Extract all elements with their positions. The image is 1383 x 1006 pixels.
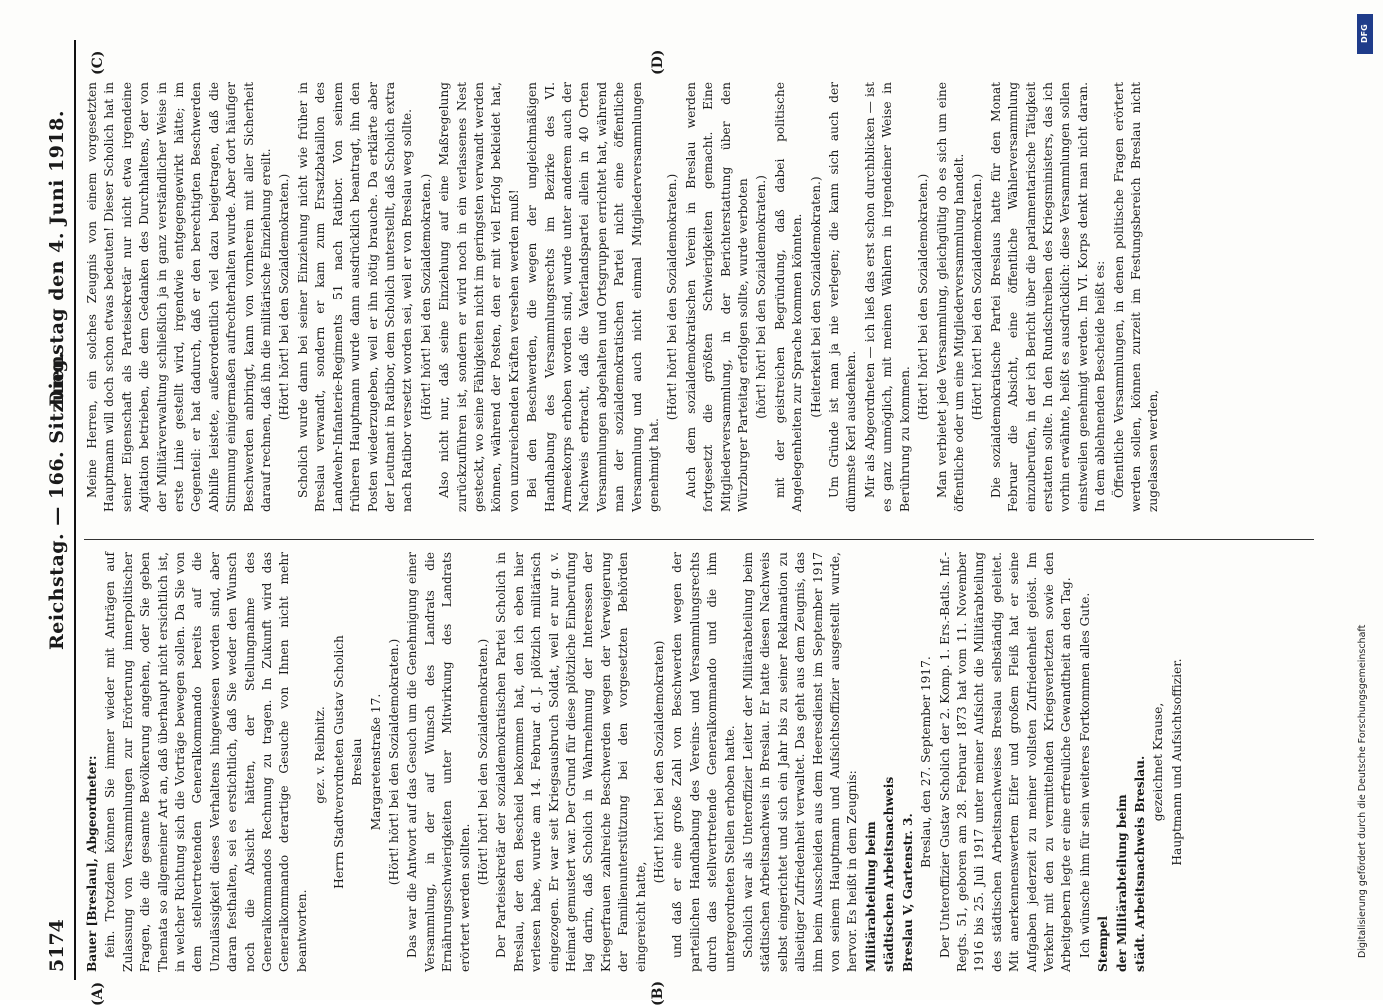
paragraph: Das war die Antwort auf das Gesuch um die Genehmigung einer Versammlung, in der auf Wunsch des Landrats die Ernährungsschwierigkeiten unter Mitwirkung des Landrats erörtert werden sollten. xyxy=(405,552,472,972)
paragraph: mit der geistreichen Begründung, daß dabei politische Angelegenheiten zur Sprache kommen könnten. xyxy=(772,82,805,512)
addressee-line: Margaretenstraße 17. xyxy=(368,693,383,831)
interjection: (Hört! hört! bei den Sozialdemokraten.) xyxy=(277,173,292,421)
paragraph: Scholich wurde dann bei seiner Einziehung nicht wie früher in Breslau verwandt, sondern er kam zum Ersatzbataillon des Landwehr-Infanterie-Regiments 51 nach Ratibor. Von seinem früheren Hauptmann wurde dann ausdrücklich beantragt, ihn den Posten wiederzugeben, weil er ihn nötig brauche. Da erklärte aber der Leutnant in Ratibor, dem Scholich unterstellt, daß Scholich extra nach Ratibor versetzt worden sei, weil er von Breslau weg sollte. xyxy=(295,82,415,512)
signed-line: gezeichnet Krause, xyxy=(1151,702,1166,822)
paragraph: Meine Herren, ein solches Zeugnis von einem vorgesetzten Hauptmann will doch schon etwas bedeuten! Dieser Scholich hat in seiner Eigenschaft als Parteisekretär nur nicht etwa irgendeine Agitation betrieben, die dem Gedanken des Durchhaltens, der von der Militärverwaltung schließlich ja in ganz verständlicher Weise in erste Linie gestellt wird, irgendwie entgegengewirkt hätte; im Gegenteil: er hat dadurch, daß er den berechtigten Beschwerden Abhilfe leistete, außerordentlich viel dazu beigetragen, daß die Stimmung einigermaßen aufrechterhalten wurde. Aber dort häufiger Beschwerden anbringt, kann von vornherein mit aller Sicherheit darauf rechnen, daß ihn die militärische Einziehung ereilt. xyxy=(85,82,274,512)
margin-marker-b: (B) xyxy=(650,980,666,1006)
paragraph: fein. Trotzdem können Sie immer wieder mit Anträgen auf Zulassung von Versammlungen zur Erörterung innerpolitischer Fragen, die die gesamte Bevölkerung angehen, oder Sie geben Themata so allgemeiner Art an, daß überhaupt nicht ersichtlich ist, in welcher Richtung sich die Vorträge bewegen sollen. Da Sie von dem stellvertretenden Generalkommando bereits auf die Unzulässigkeit dieses Verhaltens hingewiesen worden sind, aber daran festhalten, sei es erstichtlich, daß Sie weder den Wunsch noch die Absicht hätten, der Stellungnahme des Generalkommandos Rechnung zu tragen. In Zukunft wird das Generalkommando derartige Gesuche von Ihnen nicht mehr beantworten. xyxy=(103,552,309,972)
letterhead-line: städtischen Arbeitsnachweis xyxy=(882,776,897,972)
addressee-line: Herrn Stadtverordneten Gustav Scholich xyxy=(331,635,346,889)
interjection: (Hört! hört! bei den Sozialdemokraten.) xyxy=(418,173,433,421)
paragraph: Auch dem sozialdemokratischen Verein in Breslau werden fortgesetzt die größten Schwierigkeiten gemacht. Eine Mitgliederversammlung, in der Berichterstattung über den Würzburger Parteitag erfolgen sollte, wurde verboten xyxy=(683,82,751,512)
addressee-line: Breslau xyxy=(350,738,365,786)
paragraph: Der Parteisekretär der sozialdemokratischen Partei Scholich in Breslau, der den Bescheid bekommen hat, den ich eben hier verlesen habe, wurde am 14. Februar d. J. plötzlich militärisch eingezogen. Er war seit Kriegsausbruch Soldat, weil er nur g. v. Heimat gemustert war. Der Grund für diese plötzliche Einberufung lag darin, daß Scholich in Wahrnehmung der Interessen der Kriegerfrauen zahlreiche Beschwerden wegen der Verweigerung der Familienunterstützung bei den vorgesetzten Behörden eingereicht hatte, xyxy=(494,552,648,972)
stamp-line: Stempel xyxy=(1096,916,1111,972)
stamp-line: städt. Arbeitsnachweis Breslau. xyxy=(1132,755,1147,972)
interjection: (Heiterkeit bei den Sozialdemokraten.) xyxy=(808,176,823,418)
column-divider xyxy=(84,539,1314,540)
signature: gez. v. Reibnitz. xyxy=(313,706,328,804)
speaker-label: Bauer [Breslau], Abgeordneter: xyxy=(85,755,99,972)
letter-date: Breslau, den 27. September 1917. xyxy=(919,656,934,868)
paragraph: Scholich war als Unteroffizier Leiter der Militärabteilung beim städtischen Arbeitsnachweis in Breslau. Er hatte diesen Nachweis selbst eingerichtet und sich ein Jahr bis zu seiner Reklamation zu allseitiger Zufriedenheit verwaltet. Das geht aus dem Zeugnis, das ihm beim Ausscheiden aus dem Heeresdienst im September 1917 von seinem Hauptmann und Aufsichtsoffizier ausgestellt wurde, hervor. Es heißt in dem Zeugnis: xyxy=(741,552,860,972)
rotated-document-page xyxy=(40,40,1330,1006)
session-date: Dienstag den 4. Juni 1918. xyxy=(46,110,68,407)
margin-marker-c: (C) xyxy=(90,50,106,75)
right-column xyxy=(84,82,1164,512)
interjection: (Hört! hört! bei den Sozialdemokraten.) xyxy=(475,638,490,886)
digitization-sidebar xyxy=(1353,10,1383,990)
signed-line: Hauptmann und Aufsichtsoffizier. xyxy=(1169,658,1184,866)
session-title: Reichstag. — 166. Sitzung. xyxy=(46,351,68,650)
dfg-logo: DFG xyxy=(1357,14,1373,54)
interjection: (Hört! hört! bei den Sozialdemokraten.) xyxy=(916,173,931,421)
paragraph: Also nicht nur, daß seine Einziehung auf eine Maßregelung zurückzuführen ist, sondern er wird noch in ein verlassenes Nest gesteckt, wo seine Fähigkeiten nicht im geringsten verwandt werden können, während der Posten, den er mit viel Erfolg bekleidet hat, von unzureichenden Kräften versehen werden muß! xyxy=(437,82,521,512)
digitization-credit: Digitalisierung gefördert durch die Deutsche Forschungsgemeinschaft xyxy=(1357,624,1368,958)
interjection: (Hört! hört! bei den Sozialdemokraten) xyxy=(652,640,666,884)
margin-marker-a: (A) xyxy=(90,981,106,1006)
paragraph: Man verbietet jede Versammlung, gleichgültig ob es sich um eine öffentliche oder um eine Mitgliederversammlung handelt. xyxy=(934,82,966,512)
margin-marker-d: (D) xyxy=(650,49,666,75)
page-number: 5174 xyxy=(46,919,68,972)
paragraph: Mir als Abgeordneten — ich ließ das erst schon durchblicken — ist es ganz unmöglich, mit meinen Wählern in irgendeiner Weise in Berührung zu kommen. xyxy=(862,82,912,512)
letterhead-line: Breslau V, Gartenstr. 3. xyxy=(900,813,915,972)
interjection: (Hört! hört! bei den Sozialdemokraten.) xyxy=(386,638,401,886)
paragraph: Der Unteroffizier Gustav Scholich der 2. Komp. 1. Ers.-Batls. Inf.-Regts. 51, geboren am 28. Februar 1873 hat vom 11. November 1916 bis 25. Juli 1917 unter meiner Aufsicht die Militärabteilung des städtischen Arbeitsnachweises Breslau selbständig geleitet. Mit anerkennenswertem Eifer und großem Fleiß hat er seine Aufgaben jederzeit zu meiner vollsten Zufriedenheit gelöst. Im Verkehr mit den zu vermittelnden Kriegsverletzten sowie den Arbeitgebern legte er eine erfreuliche Gewandtheit an den Tag. xyxy=(937,552,1074,972)
paragraph: und daß er eine große Zahl von Beschwerden wegen der parteilichen Handhabung des Vereins- und Versammlungsrechts durch das stellvertretende Generalkommando und die ihm untergeordneten Stellen erhoben hatte. xyxy=(670,552,737,972)
interjection: (Hört! hört! bei den Sozialdemokraten.) xyxy=(665,173,680,421)
page-header xyxy=(40,40,76,980)
interjection: (hört! hört! bei den Sozialdemokraten.) xyxy=(754,175,769,419)
stamp-line: der Militärabteilung beim xyxy=(1114,794,1129,972)
interjection: (Hört! hört! bei den Sozialdemokraten.) xyxy=(970,173,985,421)
paragraph: Bei den Beschwerden, die wegen der ungleichmäßigen Handhabung des Versammlungsrechts im Bezirke des VI. Armeekorps erhoben worden sind, wurde unter anderem auch der Nachweis erbracht, daß die Vaterlandspartei allein in 40 Orten Versammlungen abgehalten und Ortsgruppen errichtet hat, während man der sozialdemokratischen Partei nicht eine öffentliche Versammlung und auch nicht einmal Mitgliederversammlungen genehmigt hat. xyxy=(525,82,661,512)
letterhead-line: Militärabteilung beim xyxy=(863,821,878,972)
paragraph: Um Gründe ist man ja nie verlegen; die kann sich auch der dümmste Kerl ausdenken. xyxy=(827,82,859,512)
left-column xyxy=(84,552,1187,972)
paragraph: Ich wünsche ihm für sein weiteres Fortkommen alles Gute. xyxy=(1077,592,1092,958)
paragraph: Die sozialdemokratische Partei Breslaus hatte für den Monat Februar die Absicht, eine öffentliche Wählerversammlung einzuberufen, in der ich Bericht über die parlamentarische Tätigkeit erstatten sollte. In den Rundschreiben des Kriegsministers, das ich vorhin erwähnte, heißt es ausdrücklich: diese Versammlungen sollen einstweilen genehmigt werden. Im VI. Korps denkt man nicht daran. In dem ablehnenden Bescheide heißt es: xyxy=(988,82,1108,512)
paragraph: Öffentliche Versammlungen, in denen politische Fragen erörtert werden sollen, können zurzeit im Festungsbereich Breslau nicht zugelassen werden, xyxy=(1111,82,1161,512)
